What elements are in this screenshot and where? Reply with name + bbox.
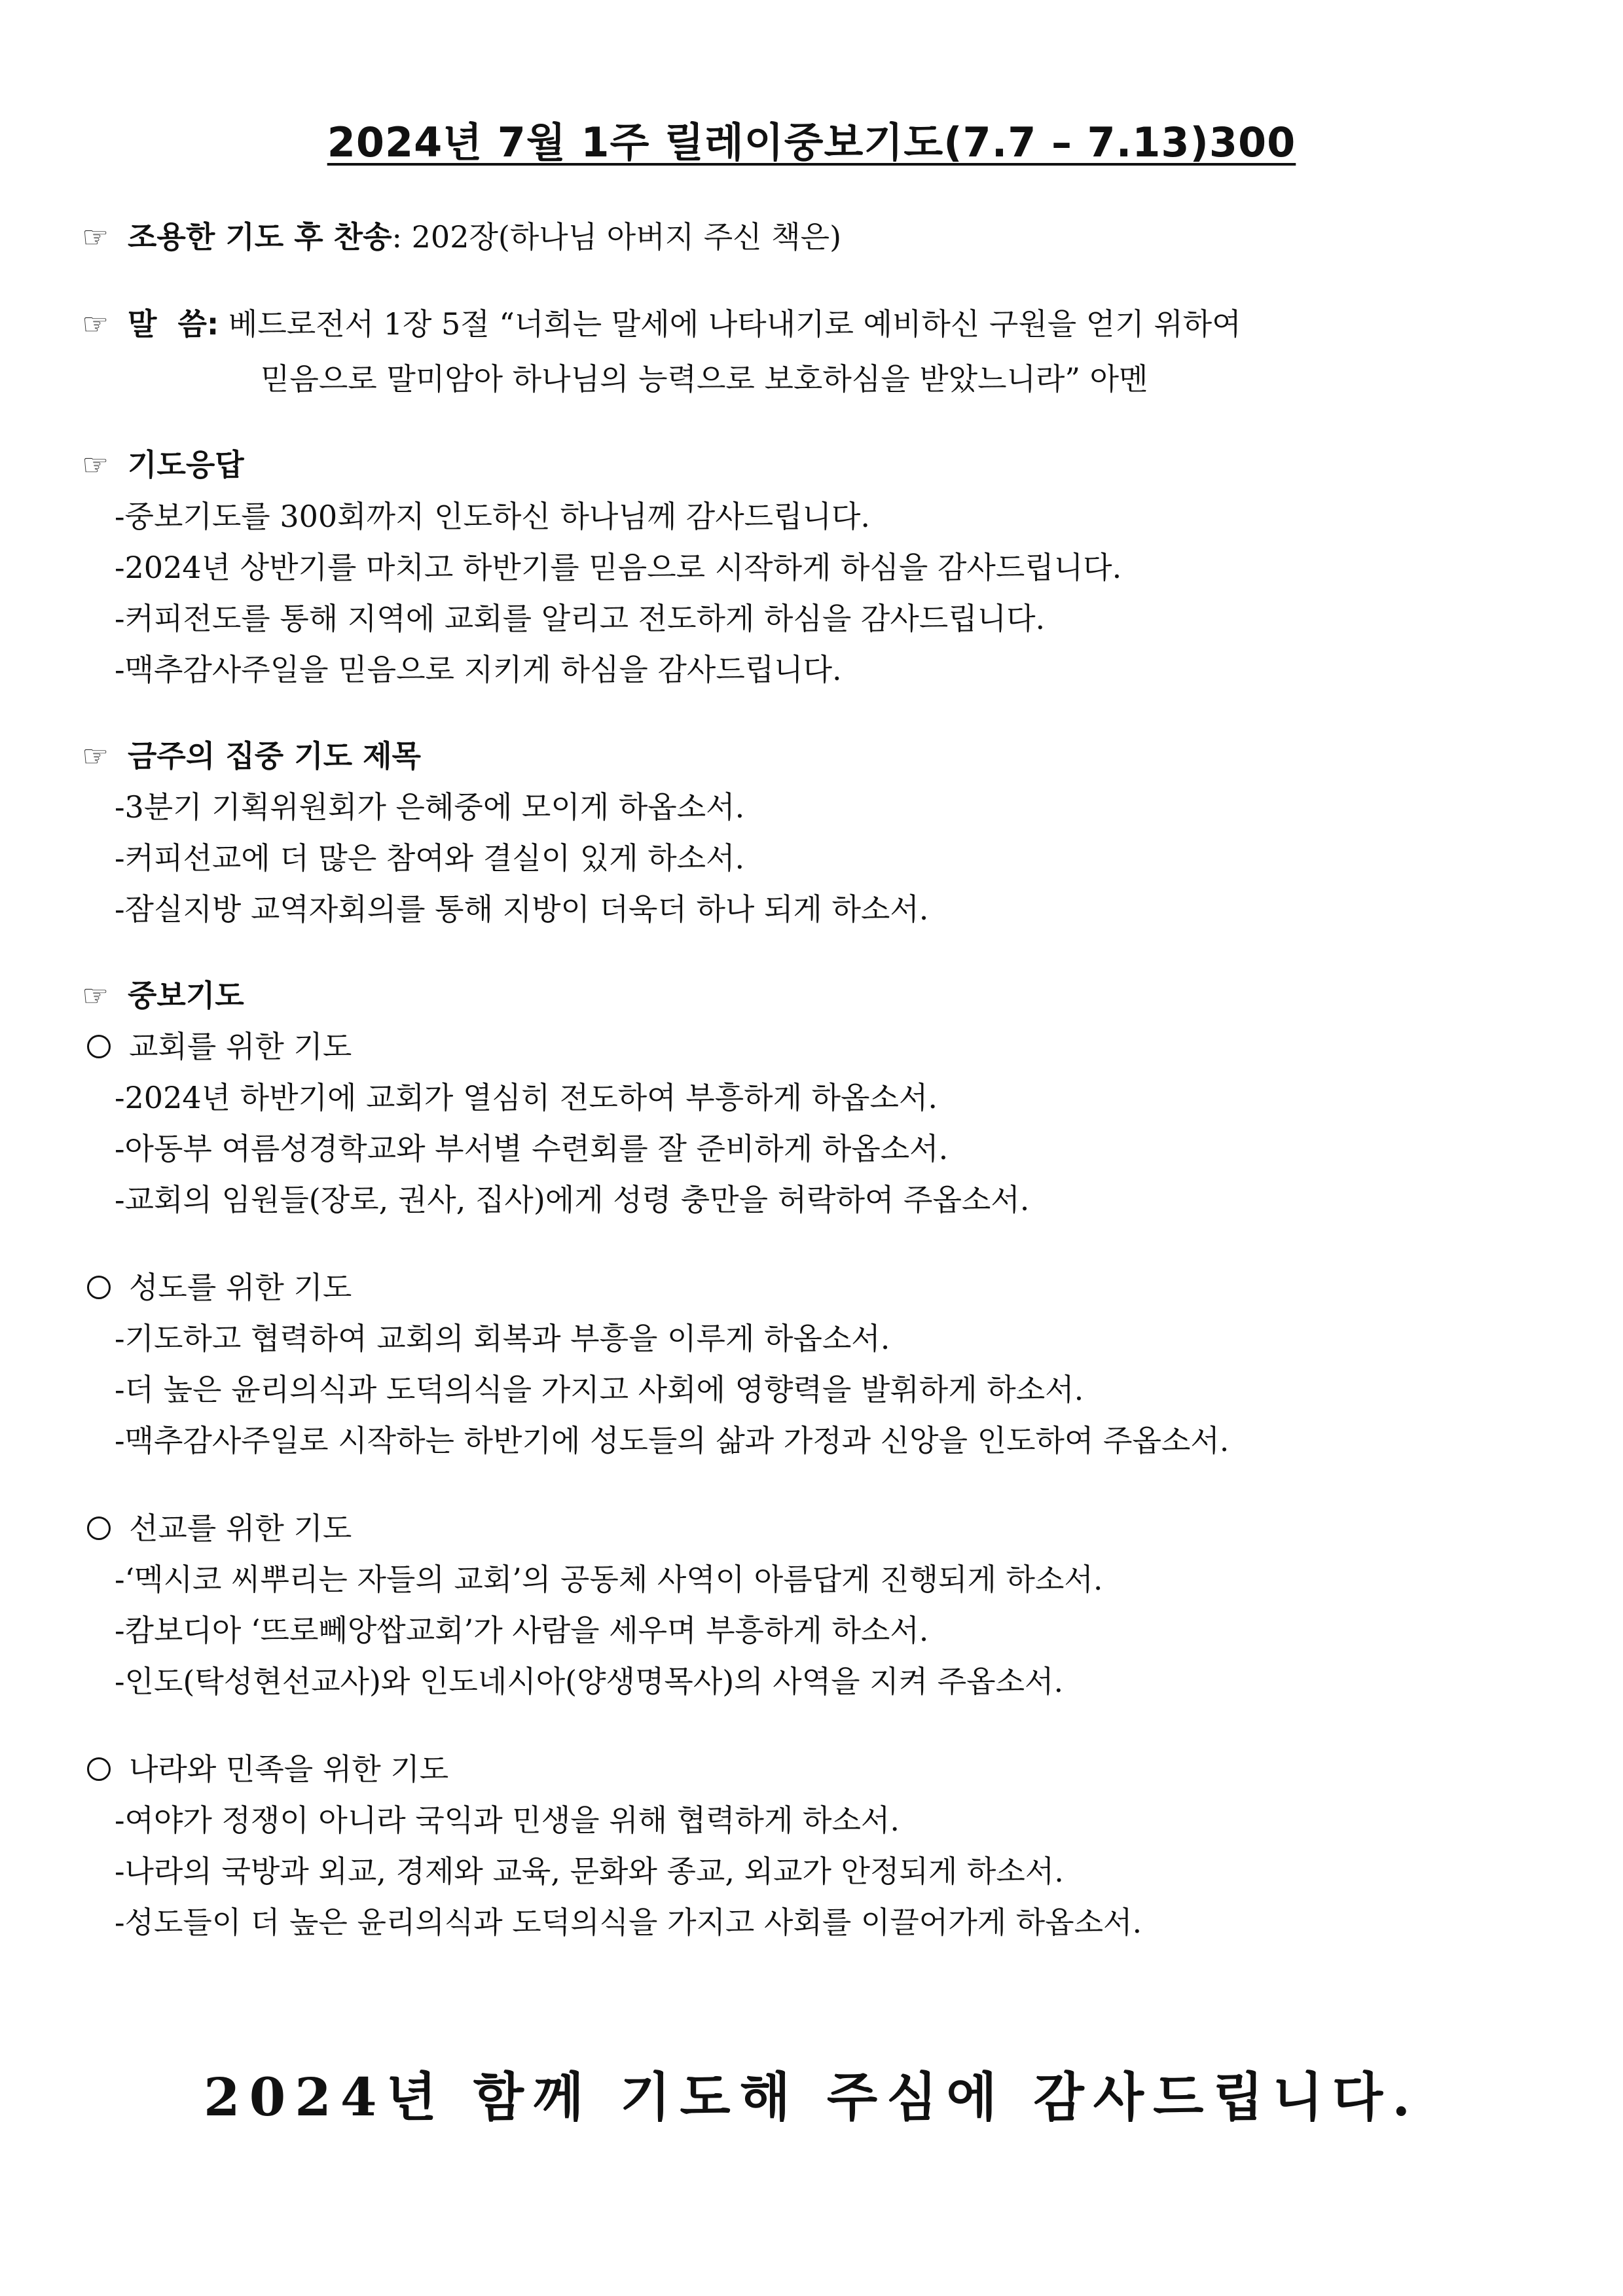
list-item: -중보기도를 300회까지 인도하신 하나님께 감사드립니다. xyxy=(115,499,871,534)
list-item: -2024년 상반기를 마치고 하반기를 믿음으로 시작하게 하심을 감사드립니다. xyxy=(115,550,1122,585)
scripture-line-1 xyxy=(82,306,1241,342)
section-title-church xyxy=(87,1029,352,1065)
section-title-text: 선교를 위한 기도 xyxy=(129,1511,352,1546)
answered-heading: 기도응답 xyxy=(128,447,244,482)
list-item: -인도(탁성현선교사)와 인도네시아(양생명목사)의 사역을 지켜 주옵소서. xyxy=(115,1664,1064,1699)
pointing-hand-icon: ☞ xyxy=(82,219,109,255)
list-item: -나라의 국방과 외교, 경제와 교육, 문화와 종교, 외교가 안정되게 하소서. xyxy=(115,1854,1064,1889)
scripture-label: 말 씀: xyxy=(128,306,219,342)
page-title: 2024년 7월 1주 릴레이중보기도(7.7 – 7.13)300 xyxy=(327,118,1296,166)
answered-heading-line xyxy=(82,447,244,483)
list-item: -커피전도를 통해 지역에 교회를 알리고 전도하게 하심을 감사드립니다. xyxy=(115,601,1046,636)
hymn-text: : 202장(하나님 아버지 주신 책은) xyxy=(392,219,842,255)
hymn-label: 조용한 기도 후 찬송 xyxy=(128,219,392,255)
circle-bullet-icon xyxy=(87,1516,111,1540)
list-item: -교회의 임원들(장로, 권사, 집사)에게 성령 충만을 허락하여 주옵소서. xyxy=(115,1182,1030,1217)
list-item: -커피선교에 더 많은 참여와 결실이 있게 하소서. xyxy=(115,840,745,876)
list-item: -더 높은 윤리의식과 도덕의식을 가지고 사회에 영향력을 발휘하게 하소서. xyxy=(115,1372,1084,1407)
circle-bullet-icon xyxy=(87,1757,111,1781)
pointing-hand-icon: ☞ xyxy=(82,738,109,774)
circle-bullet-icon xyxy=(87,1276,111,1299)
focus-heading: 금주의 집중 기도 제목 xyxy=(128,738,421,774)
scripture-line-2: 믿음으로 말미암아 하나님의 능력으로 보호하심을 받았느니라” 아멘 xyxy=(261,361,1148,397)
list-item: -잠실지방 교역자회의를 통해 지방이 더욱더 하나 되게 하소서. xyxy=(115,891,929,927)
circle-bullet-icon xyxy=(87,1035,111,1058)
section-title-missions xyxy=(87,1511,352,1547)
section-title-text: 성도를 위한 기도 xyxy=(129,1270,352,1305)
intercession-heading-line xyxy=(82,978,244,1014)
list-item: -맥추감사주일로 시작하는 하반기에 성도들의 삶과 가정과 신앙을 인도하여 주옵소서. xyxy=(115,1423,1230,1458)
pointing-hand-icon: ☞ xyxy=(82,447,109,482)
list-item: -캄보디아 ‘뜨로뻬앙쌉교회’가 사람을 세우며 부흥하게 하소서. xyxy=(115,1613,929,1648)
scripture-text-1: 베드로전서 1장 5절 “너희는 말세에 나타내기로 예비하신 구원을 얻기 위하여 xyxy=(228,306,1241,342)
list-item: -‘멕시코 씨뿌리는 자들의 교회’의 공동체 사역이 아름답게 진행되게 하소서. xyxy=(115,1562,1103,1597)
pointing-hand-icon: ☞ xyxy=(82,978,109,1013)
section-title-text: 나라와 민족을 위한 기도 xyxy=(129,1751,449,1787)
list-item: -아동부 여름성경학교와 부서별 수련회를 잘 준비하게 하옵소서. xyxy=(115,1131,949,1166)
closing-message: 2024년 함께 기도해 주심에 감사드립니다. xyxy=(203,2066,1420,2128)
list-item: -여야가 정쟁이 아니라 국익과 민생을 위해 협력하게 하소서. xyxy=(115,1803,900,1838)
section-title-saints xyxy=(87,1270,352,1306)
section-title-text: 교회를 위한 기도 xyxy=(129,1029,352,1064)
list-item: -성도들이 더 높은 윤리의식과 도덕의식을 가지고 사회를 이끌어가게 하옵소서. xyxy=(115,1905,1142,1940)
list-item: -2024년 하반기에 교회가 열심히 전도하여 부흥하게 하옵소서. xyxy=(115,1080,938,1115)
hymn-line xyxy=(82,219,841,255)
focus-heading-line xyxy=(82,738,421,774)
list-item: -기도하고 협력하여 교회의 회복과 부흥을 이루게 하옵소서. xyxy=(115,1321,890,1356)
section-title-nation xyxy=(87,1751,448,1787)
list-item: -3분기 기획위원회가 은혜중에 모이게 하옵소서. xyxy=(115,789,745,825)
intercession-heading: 중보기도 xyxy=(128,978,244,1013)
pointing-hand-icon: ☞ xyxy=(82,306,109,342)
list-item: -맥추감사주일을 믿음으로 지키게 하심을 감사드립니다. xyxy=(115,652,842,687)
